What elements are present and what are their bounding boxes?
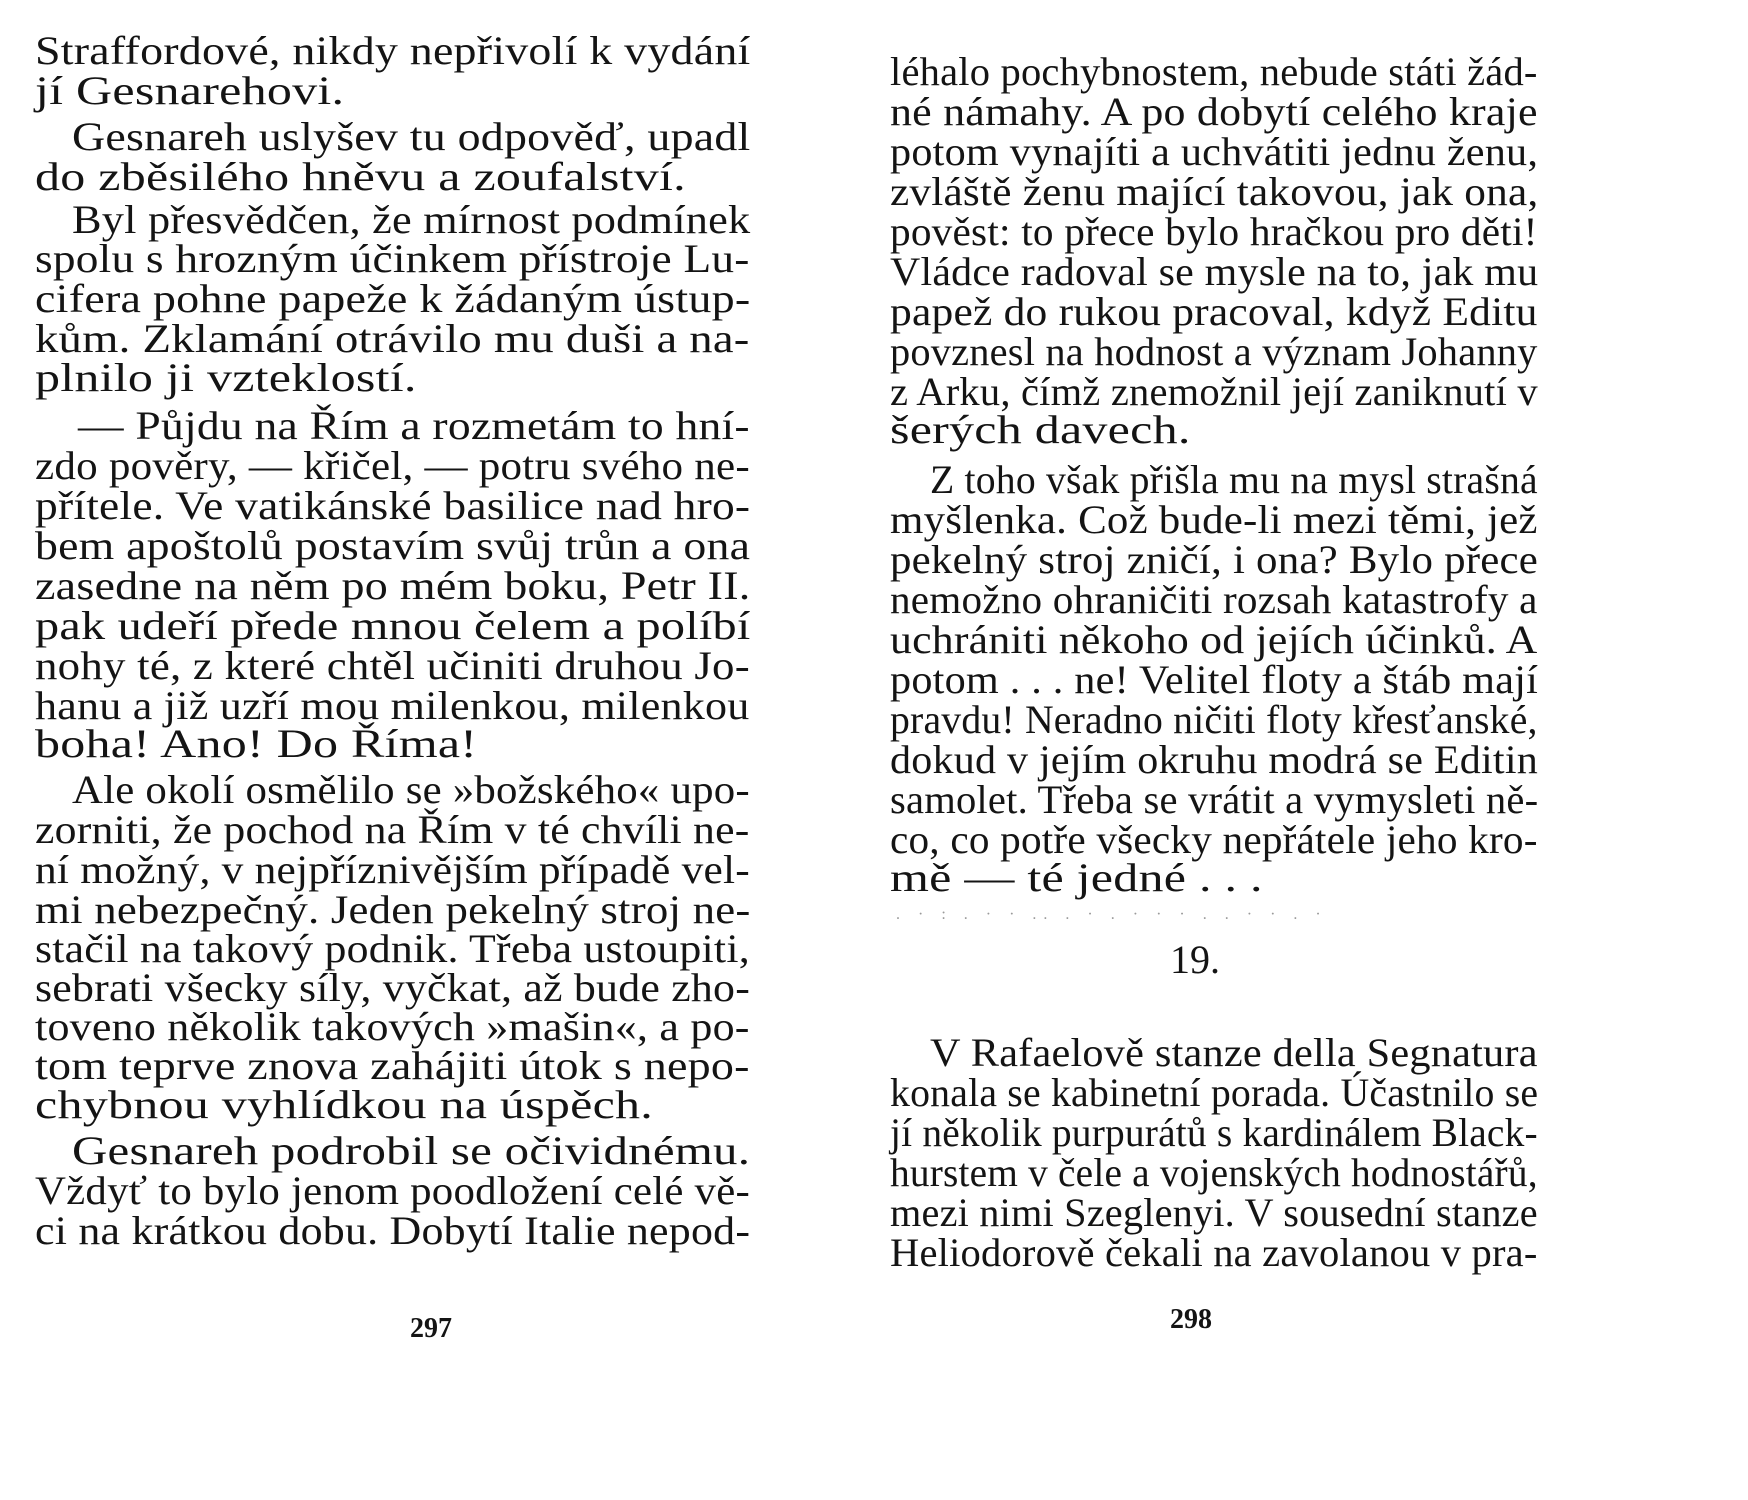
- text-line: hurstem v čele a vojenských hodnostářů,: [890, 1150, 1538, 1195]
- text-line: Ale okolí osmělilo se »božského« upo-: [72, 767, 750, 812]
- text-line: boha! Ano! Do Říma!: [35, 721, 478, 766]
- text-line: Vládce radoval se mysle na to, jak mu: [890, 249, 1539, 294]
- text-line: papež do rukou pracoval, když Editu: [890, 289, 1538, 334]
- text-line: šerých davech.: [890, 407, 1191, 452]
- text-line: jí několik purpurátů s kardinálem Black-: [890, 1110, 1538, 1155]
- text-line: uchrániti někoho od jejích účinků. A: [890, 617, 1538, 662]
- text-line: potom . . . ne! Velitel floty a štáb mají: [890, 657, 1539, 702]
- text-line: tom teprve znova zahájiti útok s nepo-: [35, 1043, 750, 1088]
- text-line: nohy té, z které chtěl učiniti druhou Jo-: [35, 643, 750, 688]
- text-line: spolu s hrozným účinkem přístroje Lu-: [35, 236, 750, 281]
- text-line: Heliodorově čekali na zavolanou v pra-: [890, 1230, 1538, 1275]
- text-line: cifera pohne papeže k žádaným ústup-: [35, 276, 751, 321]
- text-line: V Rafaelově stanze della Segnatura: [930, 1030, 1538, 1075]
- text-line: bem apoštolů postavím svůj trůn a ona: [35, 523, 751, 568]
- text-line: konala se kabinetní porada. Účastnilo se: [890, 1070, 1539, 1115]
- text-line: nemožno ohraničiti rozsah katastrofy a: [890, 577, 1538, 622]
- text-line: Vždyť to bylo jenom poodložení celé vě-: [35, 1168, 750, 1213]
- text-line: pověst: to přece bylo hračkou pro děti!: [890, 209, 1538, 254]
- text-line: — Půjdu na Řím a rozmetám to hní-: [78, 403, 750, 448]
- text-line: myšlenka. Což bude-li mezi těmi, jež: [890, 497, 1538, 542]
- text-line: Z toho však přišla mu na mysl strašná: [930, 457, 1538, 502]
- text-line: samolet. Třeba se vrátit a vymysleti ně-: [890, 777, 1539, 822]
- text-line: Byl přesvědčen, že mírnost podmínek: [72, 197, 751, 242]
- text-line: zvláště ženu mající takovou, jak ona,: [890, 169, 1539, 214]
- text-line: Straffordové, nikdy nepřivolí k vydání: [35, 28, 751, 73]
- text-line: kům. Zklamání otrávilo mu duši a na-: [35, 316, 750, 361]
- text-line: mezi nimi Szeglenyi. V sousední stanze: [890, 1190, 1538, 1235]
- text-line: přítele. Ve vatikánské basilice nad hro-: [35, 483, 751, 528]
- text-line: mě — té jedné . . .: [890, 855, 1263, 900]
- text-line: Gesnareh podrobil se očividnému.: [72, 1128, 751, 1173]
- text-line: dokud v jejím okruhu modrá se Editin: [890, 737, 1538, 782]
- text-line: co, co potře všecky nepřátele jeho kro-: [890, 817, 1538, 862]
- text-line: léhalo pochybnostem, nebude státi žád-: [890, 49, 1538, 94]
- text-line: zdo pověry, — křičel, — potru svého ne-: [35, 443, 750, 488]
- text-line: chybnou vyhlídkou na úspěch.: [35, 1082, 654, 1127]
- text-line: stačil na takový podnik. Třeba ustoupiti,: [35, 926, 750, 971]
- text-line: pak udeří přede mnou čelem a políbí: [35, 603, 751, 648]
- text-line: ní možný, v nejpříznivějším případě vel-: [35, 847, 750, 892]
- page-number: 297: [410, 1313, 452, 1344]
- text-line: potom vynajíti a uchvátiti jednu ženu,: [890, 129, 1539, 174]
- chapter-number: 19.: [1170, 937, 1220, 982]
- right-page: [874, 0, 1748, 1500]
- separator-dots: . · : . · · .. . · . · · · . . · · . ·: [896, 906, 1328, 923]
- text-line: plnilo ji vzteklostí.: [35, 355, 417, 400]
- text-line: zasedne na něm po mém boku, Petr II.: [35, 563, 751, 608]
- text-line: ci na krátkou dobu. Dobytí Italie nepod-: [35, 1208, 751, 1253]
- text-line: mi nebezpečný. Jeden pekelný stroj ne-: [35, 887, 751, 932]
- text-line: hanu a již uzří mou milenkou, milenkou: [35, 683, 750, 728]
- text-line: Gesnareh uslyšev tu odpověď, upadl: [72, 114, 751, 159]
- text-line: pekelný stroj zničí, i ona? Bylo přece: [890, 537, 1539, 582]
- text-line: toveno několik takových »mašin«, a po-: [35, 1004, 750, 1049]
- text-line: pravdu! Neradno ničiti floty křesťanské,: [890, 697, 1538, 742]
- text-line: do zběsilého hněvu a zoufalství.: [35, 154, 686, 199]
- text-line: povznesl na hodnost a význam Johanny: [890, 329, 1538, 374]
- right-page-text: [874, 0, 1748, 1400]
- text-line: jí Gesnarehovi.: [35, 68, 345, 113]
- text-line: sebrati všecky síly, vyčkat, až bude zho-: [35, 965, 751, 1010]
- page-number: 298: [1170, 1304, 1212, 1335]
- text-line: zorniti, že pochod na Řím v té chvíli ne-: [35, 807, 750, 852]
- left-page-text: [0, 0, 874, 1400]
- text-line: né námahy. A po dobytí celého kraje: [890, 89, 1538, 134]
- text-line: z Arku, čímž znemožnil její zaniknutí v: [890, 369, 1538, 414]
